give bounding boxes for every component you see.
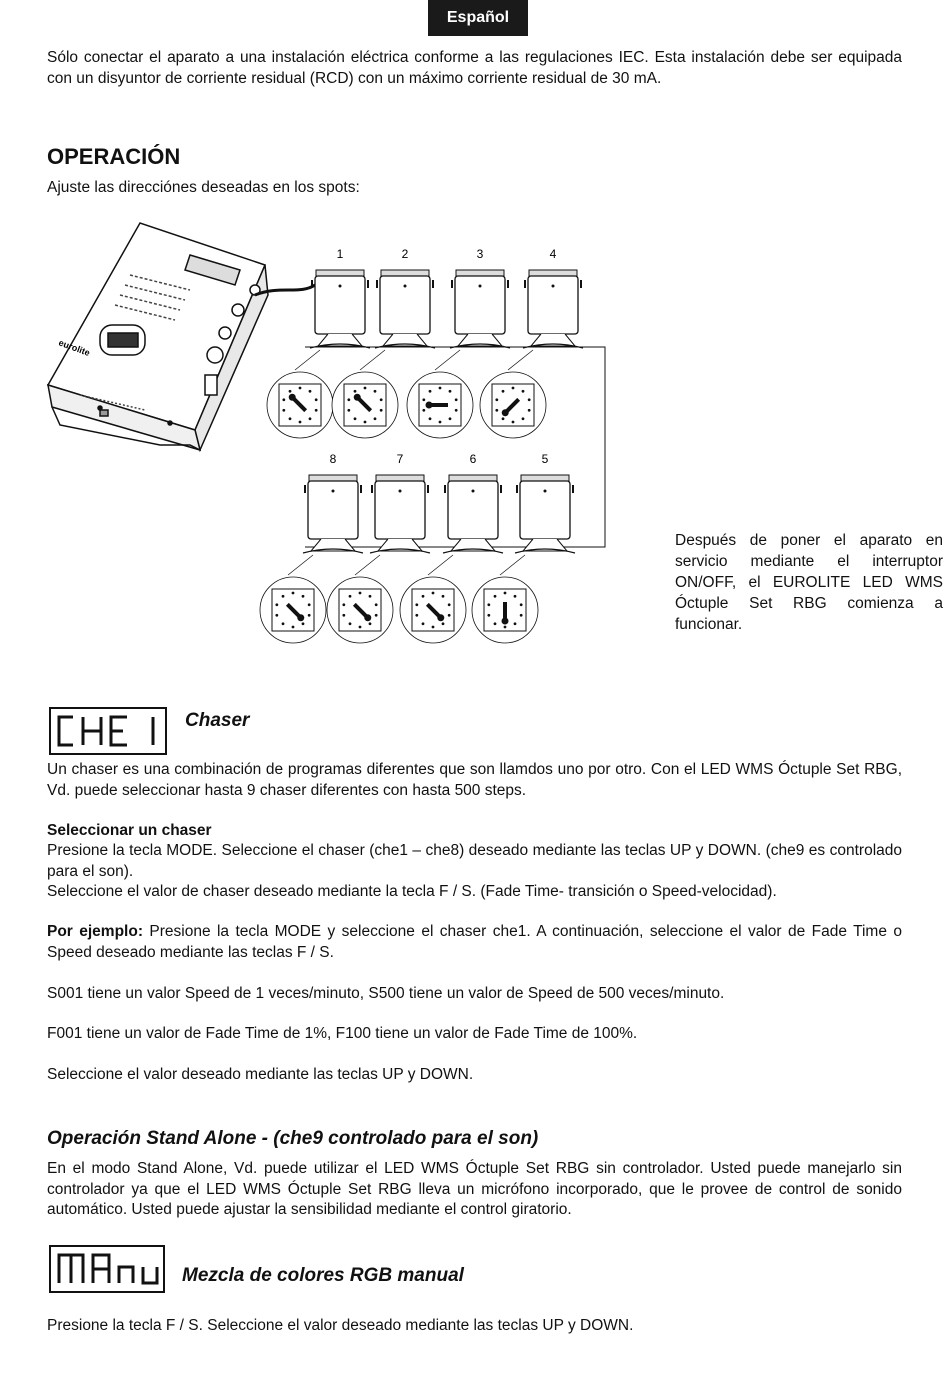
standalone-text: En el modo Stand Alone, Vd. puede utilizar el LED WMS Óctuple Set RBG sin controlador. Usted puede manejarlo sin controlador ya que el LED WMS Óctuple Set RBG lleva un micrófono incorporado, que le provee de control de sonido automático. Usted puede ajustar la sensibilidad mediante el control giratorio.: [47, 1160, 902, 1218]
manual-display: [49, 1245, 165, 1293]
operation-title: OPERACIÓN: [47, 144, 181, 169]
example-paragraph: [47, 922, 902, 963]
manual-text: Presione la tecla F / S. Seleccione el valor deseado mediante las teclas UP y DOWN.: [47, 1317, 634, 1334]
chaser-description: Un chaser es una combinación de programas diferentes que son llamdos uno por otro. Con el LED WMS Óctuple Set RBG, Vd. puede seleccionar hasta 9 chaser diferentes con hasta 500 steps.: [47, 761, 902, 799]
select-chaser-text-1: Presione la tecla MODE. Seleccione el chaser (che1 – che8) deseado mediante las teclas UP y DOWN. (che9 es controlado para el son).: [47, 842, 902, 880]
spot-number: 8: [329, 452, 337, 466]
language-badge: Español: [428, 0, 528, 36]
speed-paragraph: S001 tiene un valor Speed de 1 veces/minuto, S500 tiene un valor de Speed de 500 veces/minuto.: [47, 985, 725, 1002]
chaser-display: [49, 707, 167, 755]
chaser-title: Chaser: [185, 710, 250, 731]
operation-side-text: Después de poner el aparato en servicio mediante el interruptor ON/OFF, el EUROLITE LED WMS Óctuple Set RBG comienza a funcionar.: [675, 532, 943, 633]
spot-number: 5: [541, 452, 549, 466]
spot-number: 1: [336, 247, 344, 261]
spot-number: 4: [549, 247, 557, 261]
spot-number: 2: [401, 247, 409, 261]
fade-paragraph: F001 tiene un valor de Fade Time de 1%, F100 tiene un valor de Fade Time de 100%.: [47, 1025, 638, 1042]
address-diagram: [40, 215, 620, 655]
operation-subtitle: Ajuste las direcciónes deseadas en los spots:: [47, 179, 360, 196]
example-label: Por ejemplo:: [47, 923, 143, 940]
standalone-title: Operación Stand Alone - (che9 controlado para el son): [47, 1128, 539, 1149]
spot-number: 3: [476, 247, 484, 261]
manual-title: Mezcla de colores RGB manual: [182, 1265, 464, 1286]
updown-paragraph: Seleccione el valor deseado mediante las teclas UP y DOWN.: [47, 1066, 474, 1083]
example-text: Presione la tecla MODE y seleccione el chaser che1. A continuación, seleccione el valor de Fade Time o Speed deseado mediante las teclas F / S.: [47, 923, 902, 961]
chaser-display-segments: [51, 709, 165, 753]
manual-display-segments: [51, 1247, 163, 1291]
spot-number: 7: [396, 452, 404, 466]
spot-number: 6: [469, 452, 477, 466]
select-chaser-heading: Seleccionar un chaser: [47, 822, 212, 839]
select-chaser-text-2: Seleccione el valor de chaser deseado mediante la tecla F / S. (Fade Time- transición o Speed-velocidad).: [47, 883, 777, 900]
brand-label: eurolite: [57, 337, 92, 359]
intro-paragraph: Sólo conectar el aparato a una instalación eléctrica conforme a las regulaciones IEC. Esta instalación debe ser equipada con un disyuntor de corriente residual (RCD) con un máximo corriente residual de 30 mA.: [47, 49, 902, 87]
